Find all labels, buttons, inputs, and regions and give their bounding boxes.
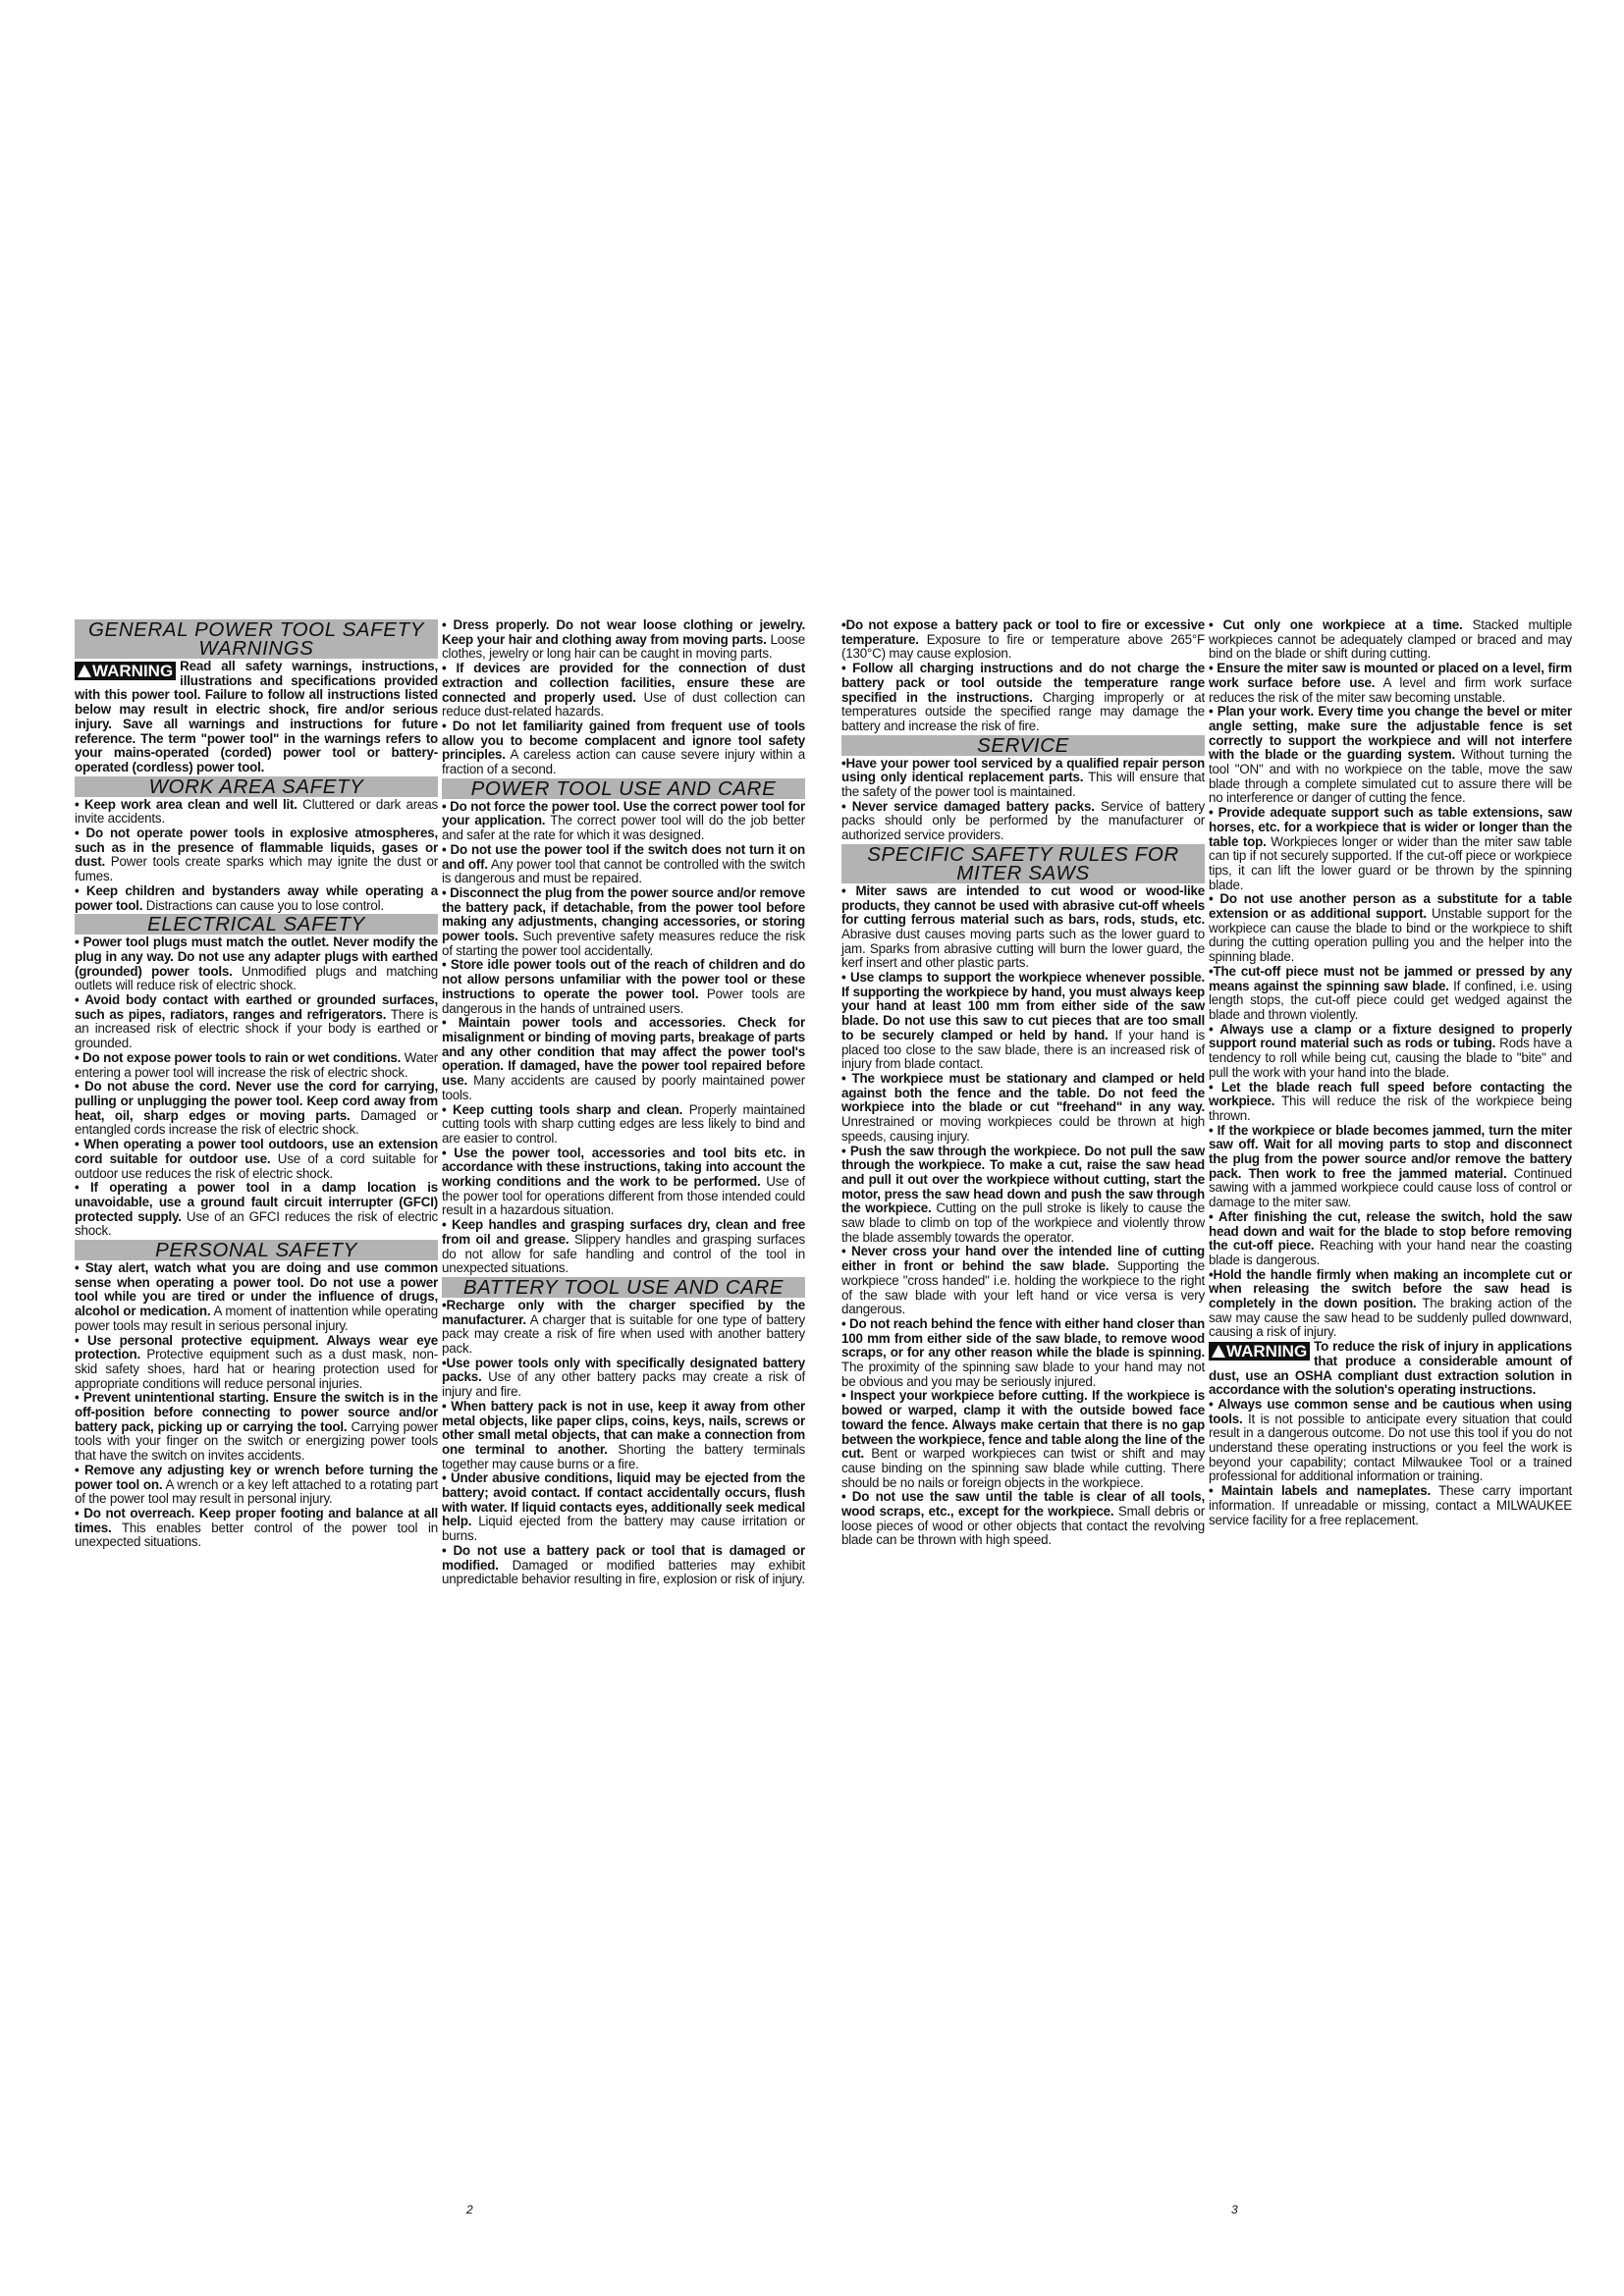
rule-bold-text: • When operating a power tool outdoors, use an extension cord suitable for outdoor use. — [75, 1137, 438, 1166]
rule-detail-text: Many accidents are caused by poorly maintained power tools. — [442, 1073, 805, 1102]
rule-detail-text: Service of battery packs should only be performed by the manufacturer or authorized service providers. — [841, 798, 1205, 843]
safety-rule — [841, 662, 1205, 734]
rule-bold-text: • Dress properly. Do not wear loose clothing or jewelry. Keep your hair and clothing away from moving parts. — [442, 617, 805, 647]
safety-rule — [1209, 1268, 1572, 1341]
rule-detail-text: Use of any other battery packs may create a risk of injury and fire. — [442, 1369, 805, 1400]
safety-rule — [442, 662, 805, 720]
safety-rule — [75, 1051, 438, 1080]
section-heading: SERVICE — [841, 735, 1205, 756]
rule-bold-text: • Never cross your hand over the intended line of cutting either in front or behind the saw blade. — [841, 1244, 1205, 1274]
rule-bold-text: • Do not use the saw until the table is clear of all tools, wood scraps, etc., except for the workpiece. — [841, 1489, 1205, 1520]
rule-bold-text: • Ensure the miter saw is mounted or placed on a level, firm work surface before use. — [1209, 661, 1572, 690]
rule-bold-text: • Do not use the power tool if the switch does not turn it on and off. — [442, 841, 805, 872]
safety-rule — [75, 1261, 438, 1334]
rule-detail-text: Loose clothes, jewelry or long hair can be caught in moving parts. — [442, 631, 805, 662]
safety-rule — [442, 1147, 805, 1219]
rule-detail-text: Use of an GFCI reduces the risk of electric shock. — [75, 1208, 438, 1239]
safety-rule — [841, 757, 1205, 800]
rule-bold-text: •Have your power tool serviced by a qualified repair person using only identical replacement parts. — [841, 755, 1205, 785]
column-4 — [1209, 618, 1572, 1527]
rule-detail-text: Unrestrained or moving workpieces could be thrown at high speeds, causing injury. — [841, 1114, 1205, 1144]
rule-bold-text: • Cut only one workpiece at a time. — [1209, 617, 1463, 632]
rule-bold-text: •Recharge only with the charger specified by the manufacturer. — [442, 1297, 805, 1327]
safety-rule — [442, 958, 805, 1016]
warning-text: Read all safety warnings, instructions, illustrations and specifications provided with this power tool. Failure to follow all instructions listed below may result in electric shock, fire and/or serious injury. Save all warnings and instructions for future reference. The term "power tool" in the warnings refers to your mains-operated (corded) power tool or battery-operated (cordless) power tool. — [75, 659, 438, 774]
section-heading: SPECIFIC SAFETY RULES FOR MITER SAWS — [841, 844, 1205, 883]
safety-rule — [841, 1245, 1205, 1317]
rule-bold-text: • If devices are provided for the connection of dust extraction and collection facilities, ensure these are connected and properly used. — [442, 661, 805, 705]
rule-bold-text: • Do not use another person as a substitute for a table extension or as additional support. — [1209, 891, 1572, 922]
rule-detail-text: Shorting the battery terminals together may cause burns or a fire. — [442, 1441, 806, 1471]
rule-detail-text: Cluttered or dark areas invite accidents. — [75, 796, 438, 827]
rule-bold-text: • Do not expose power tools to rain or wet conditions. — [75, 1049, 402, 1065]
rule-bold-text: • Use clamps to support the workpiece whenever possible. If supporting the workpiece by hand, you must always keep your hand at least 100 mm from either side of the saw blade. Do not use this saw to cut pieces that are too small to be securely clamped or held by hand. — [841, 970, 1205, 1042]
safety-rule — [442, 1218, 805, 1276]
warning-paragraph — [1209, 1340, 1572, 1398]
rule-bold-text: • Keep work area clean and well lit. — [75, 796, 298, 812]
rule-bold-text: • Power tool plugs must match the outlet. Never modify the plug in any way. Do not use any adapter plugs with earthed (grounded) power tools. — [75, 934, 438, 979]
rule-detail-text: The braking action of the saw may cause the saw head to be suddenly pulled downward, causing a risk of injury. — [1209, 1296, 1573, 1340]
rule-bold-text: •The cut-off piece must not be jammed or pressed by any means against the spinning saw blade. — [1209, 963, 1572, 993]
safety-rule — [1209, 892, 1572, 965]
safety-rule — [1209, 1484, 1572, 1527]
rule-detail-text: The proximity of the spinning saw blade to your hand may not be obvious and you may be seriously injured. — [841, 1360, 1205, 1389]
rule-detail-text: Damaged or modified batteries may exhibit unpredictable behavior resulting in fire, explosion or risk of injury. — [442, 1557, 805, 1587]
rule-detail-text: If your hand is placed too close to the saw blade, there is an increased risk of injury from blade contact. — [841, 1027, 1205, 1072]
rule-detail-text: Such preventive safety measures reduce the risk of starting the power tool accidentally. — [442, 929, 805, 958]
rule-detail-text: Damaged or entangled cords increase the risk of electric shock. — [75, 1107, 438, 1138]
safety-rule — [442, 1357, 805, 1400]
rule-bold-text: • Do not reach behind the fence with either hand closer than 100 mm from either side of the saw blade, to remove wood scraps, or for any other reason while the blade is spinning. — [841, 1315, 1205, 1361]
safety-rule — [841, 1145, 1205, 1246]
rule-detail-text: Distractions can cause you to lose control. — [142, 897, 384, 913]
rule-bold-text: • Under abusive conditions, liquid may be ejected from the battery; avoid contact. If contact accidentally occurs, flush with water. If liquid contacts eyes, additionally seek medical help. — [442, 1470, 805, 1529]
rule-detail-text: A careless action can cause severe injury within a fraction of a second. — [442, 747, 805, 777]
safety-rule — [841, 971, 1205, 1072]
safety-rule — [442, 1400, 805, 1472]
rule-detail-text: Continued sawing with a jammed workpiece could cause loss of control or damage to the miter saw. — [1209, 1165, 1572, 1210]
rule-bold-text: • Always use common sense and be cautious when using tools. — [1209, 1396, 1572, 1426]
safety-rule — [75, 935, 438, 993]
rule-detail-text: This enables better control of the power tool in unexpected situations. — [75, 1520, 438, 1550]
rule-detail-text: Use of the power tool for operations different from those intended could result in a hazardous situation. — [442, 1174, 805, 1218]
safety-rule — [75, 1507, 438, 1550]
section-heading: BATTERY TOOL USE AND CARE — [442, 1277, 805, 1298]
safety-rule — [841, 1389, 1205, 1490]
safety-rule — [75, 1138, 438, 1181]
rule-bold-text: • When battery pack is not in use, keep it away from other metal objects, like paper clips, coins, keys, nails, screws or other small metal objects, that can make a connection from one terminal to another. — [442, 1398, 805, 1457]
rule-bold-text: • Do not abuse the cord. Never use the cord for carrying, pulling or unplugging the power tool. Keep cord away from heat, oil, sharp edges or moving parts. — [75, 1079, 438, 1123]
rule-bold-text: • Disconnect the plug from the power source and/or remove the battery pack, if detachable, from the power tool before making any adjustments, changing accessories, or storing power tools. — [442, 884, 805, 944]
safety-rule — [75, 1334, 438, 1392]
safety-rule — [442, 843, 805, 886]
safety-rule — [1209, 806, 1572, 892]
rule-bold-text: •Hold the handle firmly when making an incomplete cut or when releasing the switch before the saw head is completely in the down position. — [1209, 1266, 1572, 1311]
safety-rule — [841, 1317, 1205, 1390]
warning-badge-label: WARNING — [1226, 1342, 1308, 1362]
warning-paragraph — [75, 660, 438, 775]
warning-triangle-icon — [78, 665, 91, 677]
rule-bold-text: • Use personal protective equipment. Always wear eye protection. — [75, 1332, 438, 1362]
warning-badge — [1209, 1342, 1310, 1361]
warning-triangle-icon — [1212, 1345, 1225, 1358]
safety-rule — [442, 886, 805, 959]
rule-bold-text: • Let the blade reach full speed before contacting the workpiece. — [1209, 1079, 1572, 1109]
rule-bold-text: • If the workpiece or blade becomes jammed, turn the miter saw off. Wait for all moving parts to stop and disconnect the plug from the power source and/or remove the battery pack. Then work to free the jammed material. — [1209, 1122, 1572, 1181]
rule-detail-text: Carrying power tools with your finger on the switch or energizing power tools that have the switch on invites accidents. — [75, 1418, 439, 1464]
rule-detail-text: A charger that is suitable for one type of battery pack may create a risk of fire when used with another battery pack. — [442, 1311, 805, 1357]
rule-detail-text: Exposure to fire or temperature above 265°F (130°C) may cause explosion. — [841, 631, 1205, 662]
rule-bold-text: • If operating a power tool in a damp location is unavoidable, use a ground fault circuit interrupter (GFCI) protected supply. — [75, 1180, 438, 1224]
rule-detail-text: Protective equipment such as a dust mask, non-skid safety shoes, hard hat or hearing protection used for appropriate conditions will reduce personal injuries. — [75, 1347, 438, 1391]
page-number-left: 2 — [466, 2203, 473, 2216]
safety-rule — [442, 1103, 805, 1147]
section-heading: ELECTRICAL SAFETY — [75, 914, 438, 934]
rule-bold-text: • Miter saws are intended to cut wood or wood-like products, they cannot be used with abrasive cut-off wheels for cutting ferrous material such as bars, rods, studs, etc. — [841, 882, 1205, 928]
rule-detail-text: A moment of inattention while operating power tools may result in serious personal injury. — [75, 1304, 438, 1333]
safety-rule — [442, 1471, 805, 1544]
rule-detail-text: A level and firm work surface reduces the risk of the miter saw becoming unstable. — [1209, 674, 1572, 705]
rule-bold-text: •Do not expose a battery pack or tool to fire or excessive temperature. — [841, 617, 1205, 647]
column-2 — [442, 618, 805, 1587]
rule-detail-text: These carry important information. If unreadable or missing, contact a MILWAUKEE service facility for a free replacement. — [1209, 1483, 1572, 1527]
column-1 — [75, 618, 438, 1550]
rule-bold-text: • Inspect your workpiece before cutting. If the workpiece is bowed or warped, clamp it with the outside bowed face toward the fence. Always make certain that there is no gap between the workpiece, fence and table along the line of the cut. — [841, 1388, 1205, 1462]
rule-bold-text: • Stay alert, watch what you are doing and use common sense when operating a power tool. Do not use a power tool while you are tired or under the influence of drugs, alcohol or medication. — [75, 1260, 438, 1319]
rule-detail-text: Bent or warped workpieces can twist or shift and may cause binding on the spinning saw blade while cutting. There should be no nails or foreign objects in the workpiece. — [841, 1446, 1205, 1490]
rule-detail-text: Without turning the tool "ON" and with no workpiece on the table, move the saw blade through a complete simulated cut to assure there will be no interference or danger of cutting the fence. — [1209, 747, 1572, 806]
rule-detail-text: Power tools create sparks which may ignite the dust or fumes. — [75, 854, 438, 884]
safety-rule — [75, 1464, 438, 1507]
section-heading: POWER TOOL USE AND CARE — [442, 778, 805, 799]
safety-rule — [1209, 1023, 1572, 1081]
section-heading: GENERAL POWER TOOL SAFETY WARNINGS — [75, 619, 438, 659]
section-heading: WORK AREA SAFETY — [75, 776, 438, 797]
rule-detail-text: A wrench or a key left attached to a rotating part of the power tool may result in personal injury. — [75, 1476, 438, 1507]
safety-rule — [442, 618, 805, 662]
rule-bold-text: • After finishing the cut, release the switch, hold the saw head down and wait for the blade to stop before removing the cut-off piece. — [1209, 1208, 1572, 1254]
rule-detail-text: Abrasive dust causes moving parts such as the lower guard to jam. Sparks from abrasive cutting will burn the lower guard, the kerf insert and other plastic parts. — [841, 926, 1205, 971]
rule-detail-text: If confined, i.e. using length stops, the cut-off piece could get wedged against the blade and thrown violently. — [1209, 978, 1573, 1022]
safety-rule — [75, 1080, 438, 1138]
safety-rule — [841, 1490, 1205, 1548]
rule-detail-text: Use of a cord suitable for outdoor use reduces the risk of electric shock. — [75, 1150, 438, 1181]
safety-rule — [442, 720, 805, 777]
rule-bold-text: • Remove any adjusting key or wrench before turning the power tool on. — [75, 1462, 438, 1492]
safety-rule — [75, 1181, 438, 1239]
safety-rule — [1209, 1081, 1572, 1124]
rule-detail-text: This will reduce the risk of the workpiece being thrown. — [1209, 1094, 1572, 1123]
safety-rule — [75, 884, 438, 913]
rule-detail-text: Stacked multiple workpieces cannot be adequately clamped or braced and may bind on the blade or shift during cutting. — [1209, 617, 1572, 662]
safety-rule — [442, 1544, 805, 1587]
safety-rule — [442, 800, 805, 843]
rule-bold-text: • Do not operate power tools in explosive atmospheres, such as in the presence of flammable liquids, gases or dust. — [75, 826, 438, 870]
rule-detail-text: Power tools are dangerous in the hands of untrained users. — [442, 986, 805, 1016]
rule-bold-text: • Follow all charging instructions and do not charge the battery pack or tool outside the temperature range specified in the instructions. — [841, 661, 1205, 705]
section-heading: PERSONAL SAFETY — [75, 1240, 438, 1260]
rule-detail-text: Workpieces longer or wider than the miter saw table can tip if not securely supported. If the cut-off piece or workpiece tips, it can lift the lower guard or be thrown by the spinning blade. — [1209, 833, 1573, 892]
warning-text: To reduce the risk of injury in applications that produce a considerable amount of dust, use an OSHA compliant dust extraction solution in accordance with the solution's operating instructions. — [1209, 1339, 1572, 1398]
safety-rule — [1209, 1398, 1572, 1484]
rule-detail-text: Small debris or loose pieces of wood or other objects that contact the revolving blade can be thrown with high speed. — [841, 1504, 1206, 1548]
rule-detail-text: Unmodified plugs and matching outlets will reduce risk of electric shock. — [75, 963, 438, 993]
rule-bold-text: • Always use a clamp or a fixture designed to properly support round material such as rods or tubing. — [1209, 1021, 1572, 1051]
safety-rule — [75, 1391, 438, 1464]
rule-detail-text: Cutting on the pull stroke is likely to cause the saw blade to climb on top of the workpiece and violently throw the blade assembly towards the operator. — [841, 1201, 1205, 1245]
safety-rule — [1209, 618, 1572, 662]
safety-rule — [841, 800, 1205, 843]
rule-detail-text: Water entering a power tool will increase the risk of electric shock. — [75, 1049, 438, 1080]
rule-bold-text: • The workpiece must be stationary and clamped or held against both the fence and the table. Do not feed the workpiece into the blade or cut "freehand" in any way. — [841, 1070, 1205, 1115]
rule-bold-text: • Store idle power tools out of the reach of children and do not allow persons unfamiliar with the power tool or these instructions to operate the power tool. — [442, 957, 805, 1001]
rule-bold-text: • Keep handles and grasping surfaces dry, clean and free from oil and grease. — [442, 1217, 805, 1247]
rule-bold-text: • Never service damaged battery packs. — [841, 798, 1095, 814]
rule-detail-text: Use of dust collection can reduce dust-related hazards. — [442, 689, 805, 720]
rule-bold-text: • Use the power tool, accessories and tool bits etc. in accordance with these instructions, taking into account the working conditions and the work to be performed. — [442, 1145, 805, 1190]
safety-rule — [1209, 705, 1572, 806]
safety-rule — [1209, 662, 1572, 705]
rule-detail-text: It is not possible to anticipate every situation that could result in a dangerous outcome. Do not use this tool if you do not understand these operating instructions or you feel the work is beyond your capability; contact Milwaukee Tool or a trained professional for additional information or training. — [1209, 1411, 1572, 1484]
rule-detail-text: There is an increased risk of electric shock if your body is earthed or grounded. — [75, 1006, 438, 1051]
safety-rule — [75, 993, 438, 1051]
warning-badge-label: WARNING — [92, 662, 174, 680]
warning-badge — [75, 662, 176, 680]
safety-rule — [442, 1016, 805, 1102]
safety-rule — [442, 1299, 805, 1357]
rule-bold-text: •Use power tools only with specifically designated battery packs. — [442, 1355, 805, 1385]
rule-detail-text: Liquid ejected from the battery may cause irritation or burns. — [442, 1514, 805, 1544]
rule-bold-text: • Do not force the power tool. Use the correct power tool for your application. — [442, 798, 805, 828]
rule-detail-text: Supporting the workpiece "cross handed" i.e. holding the workpiece to the right of the saw blade with your left hand or vice versa is very dangerous. — [841, 1258, 1206, 1317]
safety-rule — [75, 827, 438, 884]
rule-bold-text: • Keep children and bystanders away while operating a power tool. — [75, 882, 438, 913]
safety-rule — [1209, 1124, 1572, 1210]
rule-detail-text: Reaching with your hand near the coasting blade is dangerous. — [1209, 1238, 1572, 1267]
safety-rule — [841, 1072, 1205, 1145]
rule-detail-text: Rods have a tendency to roll while being cut, causing the blade to "bite" and pull the work with your hand into the blade. — [1209, 1036, 1572, 1080]
column-3 — [841, 618, 1205, 1548]
safety-rule — [1209, 1210, 1572, 1268]
rule-bold-text: • Provide adequate support such as table extensions, saw horses, etc. for a workpiece that is wider or longer than the table top. — [1209, 805, 1572, 849]
rule-bold-text: • Avoid body contact with earthed or grounded surfaces, such as pipes, radiators, ranges and refrigerators. — [75, 992, 438, 1022]
rule-bold-text: • Plan your work. Every time you change the bevel or miter angle setting, make sure the adjustable fence is set correctly to support the workpiece and will not interfere with the blade or the guarding system. — [1209, 704, 1572, 763]
rule-detail-text: The correct power tool will do the job better and safer at the rate for which it was designed. — [442, 813, 805, 843]
rule-bold-text: • Maintain labels and nameplates. — [1209, 1483, 1432, 1499]
rule-bold-text: • Do not overreach. Keep proper footing and balance at all times. — [75, 1505, 438, 1535]
page-number-right: 3 — [1231, 2203, 1238, 2216]
safety-rule — [1209, 965, 1572, 1023]
rule-bold-text: • Push the saw through the workpiece. Do not pull the saw through the workpiece. To make a cut, raise the saw head and pull it out over the workpiece without cutting, start the motor, press the saw head down and push the saw through the workpiece. — [841, 1143, 1205, 1216]
rule-detail-text: Unstable support for the workpiece can cause the blade to bind or the workpiece to shift during the cutting operation pulling you and the helper into the spinning blade. — [1209, 906, 1573, 965]
rule-bold-text: • Prevent unintentional starting. Ensure the switch is in the off-position before connecting to power source and/or battery pack, picking up or carrying the tool. — [75, 1390, 438, 1434]
rule-bold-text: • Do not let familiarity gained from frequent use of tools allow you to become complacent and ignore tool safety principles. — [442, 718, 805, 763]
rule-detail-text: Charging improperly or at temperatures outside the specified range may damage the battery and increase the risk of fire. — [841, 689, 1205, 733]
safety-rule — [841, 884, 1205, 971]
rule-detail-text: Any power tool that cannot be controlled with the switch is dangerous and must be repaired. — [442, 856, 805, 886]
rule-detail-text: Properly maintained cutting tools with sharp cutting edges are less likely to bind and are easier to control. — [442, 1101, 805, 1146]
safety-rule — [75, 798, 438, 827]
rule-bold-text: • Maintain power tools and accessories. Check for misalignment or binding of moving parts, breakage of parts and any other condition that may affect the power tool's operation. If damaged, have the power tool repaired before use. — [442, 1015, 805, 1089]
rule-detail-text: Slippery handles and grasping surfaces do not allow for safe handling and control of the tool in unexpected situations. — [442, 1231, 805, 1276]
rule-bold-text: • Keep cutting tools sharp and clean. — [442, 1101, 683, 1117]
safety-rule — [841, 618, 1205, 662]
rule-detail-text: This will ensure that the safety of the power tool is maintained. — [841, 770, 1205, 800]
rule-bold-text: • Do not use a battery pack or tool that is damaged or modified. — [442, 1542, 805, 1573]
